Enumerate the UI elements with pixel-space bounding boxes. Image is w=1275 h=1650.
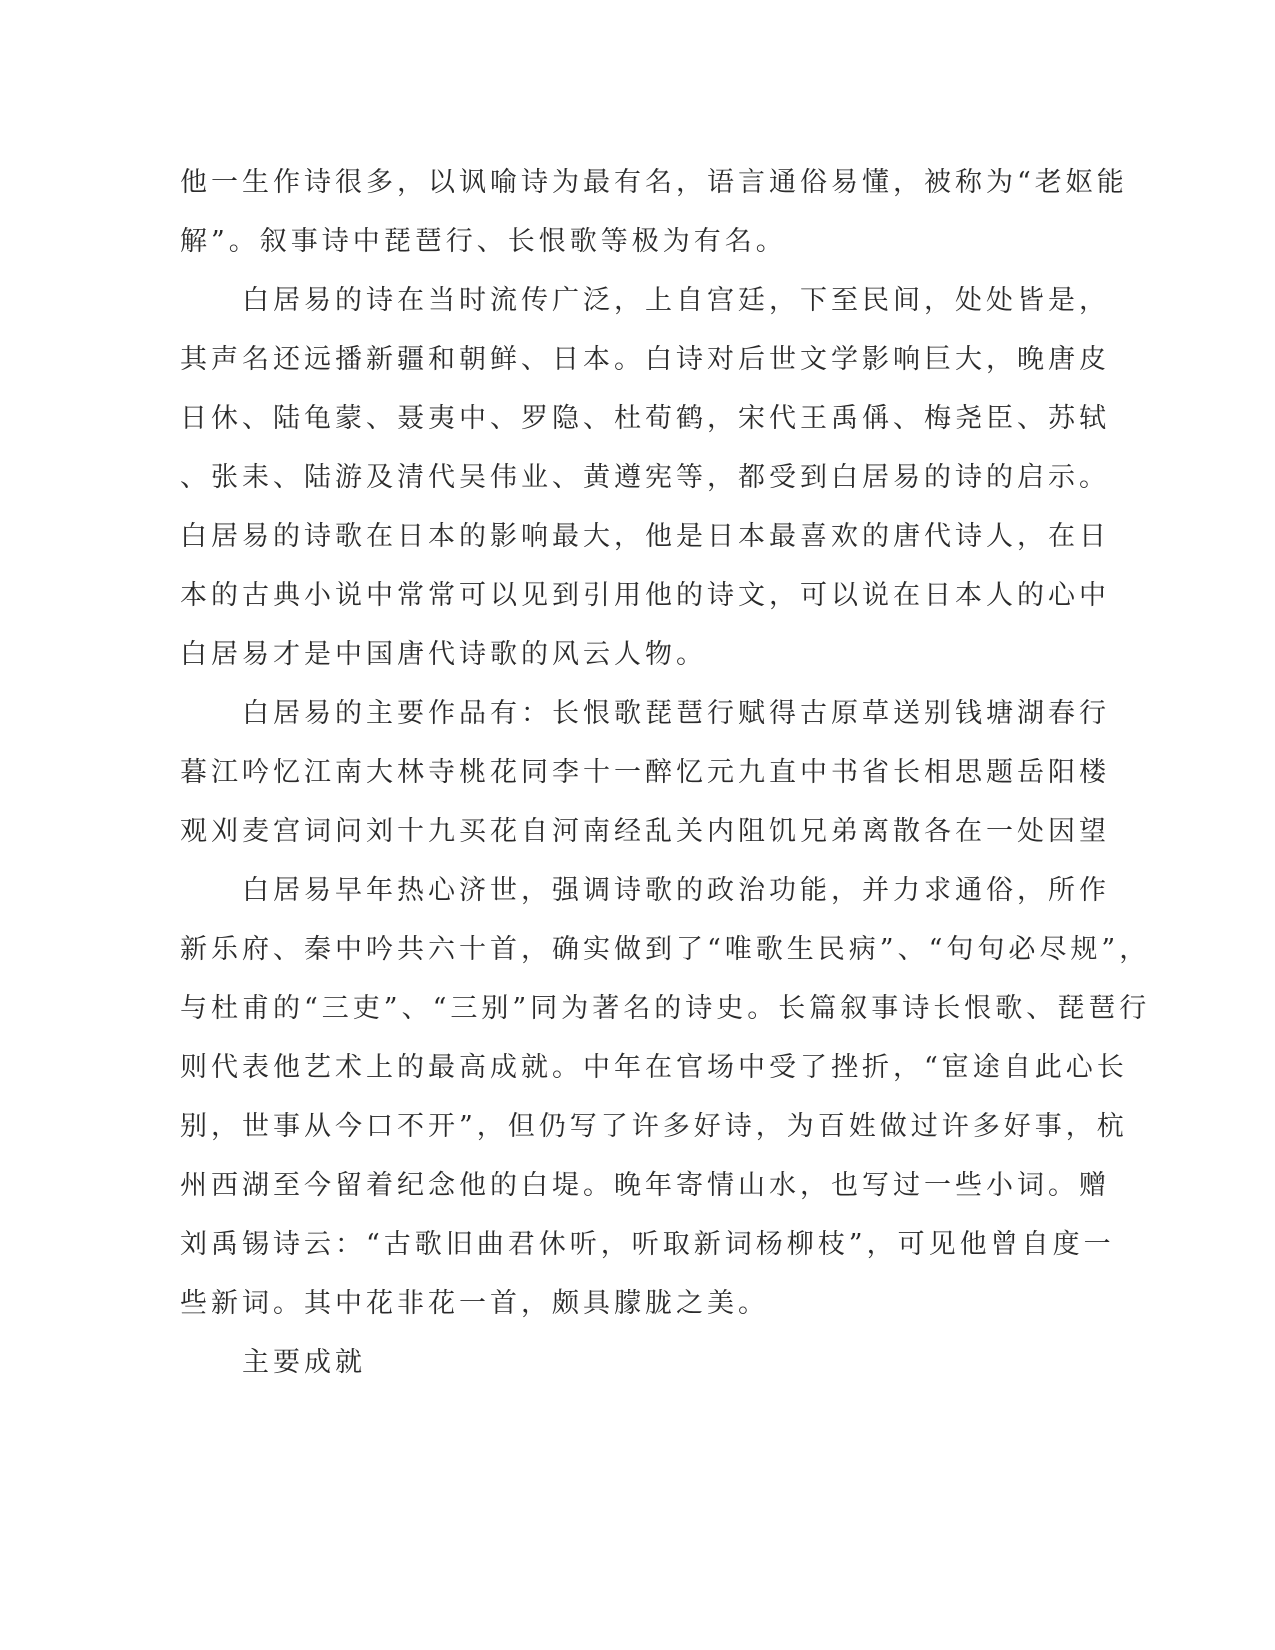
paragraph-3: [180, 684, 1110, 861]
text-line: 本的古典小说中常常可以见到引用他的诗文，可以说在日本人的心中: [180, 580, 1110, 611]
body-text: [180, 153, 1151, 1392]
text-line: 别，世事从今口不开”，但仍写了许多好诗，为百姓做过许多好事，杭: [180, 1111, 1128, 1142]
text-line: 、张耒、陆游及清代吴伟业、黄遵宪等，都受到白居易的诗的启示。: [180, 462, 1110, 493]
text-line: 些新词。其中花非花一首，颇具朦胧之美。: [180, 1288, 769, 1319]
text-line: 白居易才是中国唐代诗歌的风云人物。: [180, 639, 707, 670]
text-line: 观刈麦宫词问刘十九买花自河南经乱关内阻饥兄弟离散各在一处因望: [180, 816, 1110, 847]
text-line: 白居易早年热心济世，强调诗歌的政治功能，并力求通俗，所作: [180, 875, 1110, 906]
paragraph-2: [180, 271, 1110, 684]
text-line: 其声名还远播新疆和朝鲜、日本。白诗对后世文学影响巨大，晚唐皮: [180, 344, 1110, 375]
text-line: 白居易的主要作品有：长恨歌琵琶行赋得古原草送别钱塘湖春行: [180, 698, 1110, 729]
paragraph-1: [180, 153, 1128, 271]
section-heading: 主要成就: [180, 1347, 366, 1378]
text-line: 则代表他艺术上的最高成就。中年在官场中受了挫折，“宦途自此心长: [180, 1052, 1128, 1083]
text-line: 与杜甫的“三吏”、“三别”同为著名的诗史。长篇叙事诗长恨歌、琵琶行: [180, 993, 1151, 1024]
text-line: 白居易的诗歌在日本的影响最大，他是日本最喜欢的唐代诗人，在日: [180, 521, 1110, 552]
text-line: 新乐府、秦中吟共六十首，确实做到了“唯歌生民病”、“句句必尽规”，: [180, 934, 1151, 965]
text-line: 日休、陆龟蒙、聂夷中、罗隐、杜荀鹤，宋代王禹偁、梅尧臣、苏轼: [180, 403, 1110, 434]
paragraph-4: [180, 861, 1151, 1333]
text-line: 暮江吟忆江南大林寺桃花同李十一醉忆元九直中书省长相思题岳阳楼: [180, 757, 1110, 788]
paragraph-5-heading: [180, 1333, 1060, 1392]
text-line: 州西湖至今留着纪念他的白堤。晚年寄情山水，也写过一些小词。赠: [180, 1170, 1110, 1201]
text-line: 解”。叙事诗中琵琶行、长恨歌等极为有名。: [180, 226, 787, 257]
text-line: 刘禹锡诗云：“古歌旧曲君休听，听取新词杨柳枝”，可见他曾自度一: [180, 1229, 1115, 1260]
text-line: 他一生作诗很多，以讽喻诗为最有名，语言通俗易懂，被称为“老妪能: [180, 167, 1128, 198]
text-line: 白居易的诗在当时流传广泛，上自宫廷，下至民间，处处皆是，: [180, 285, 1110, 316]
